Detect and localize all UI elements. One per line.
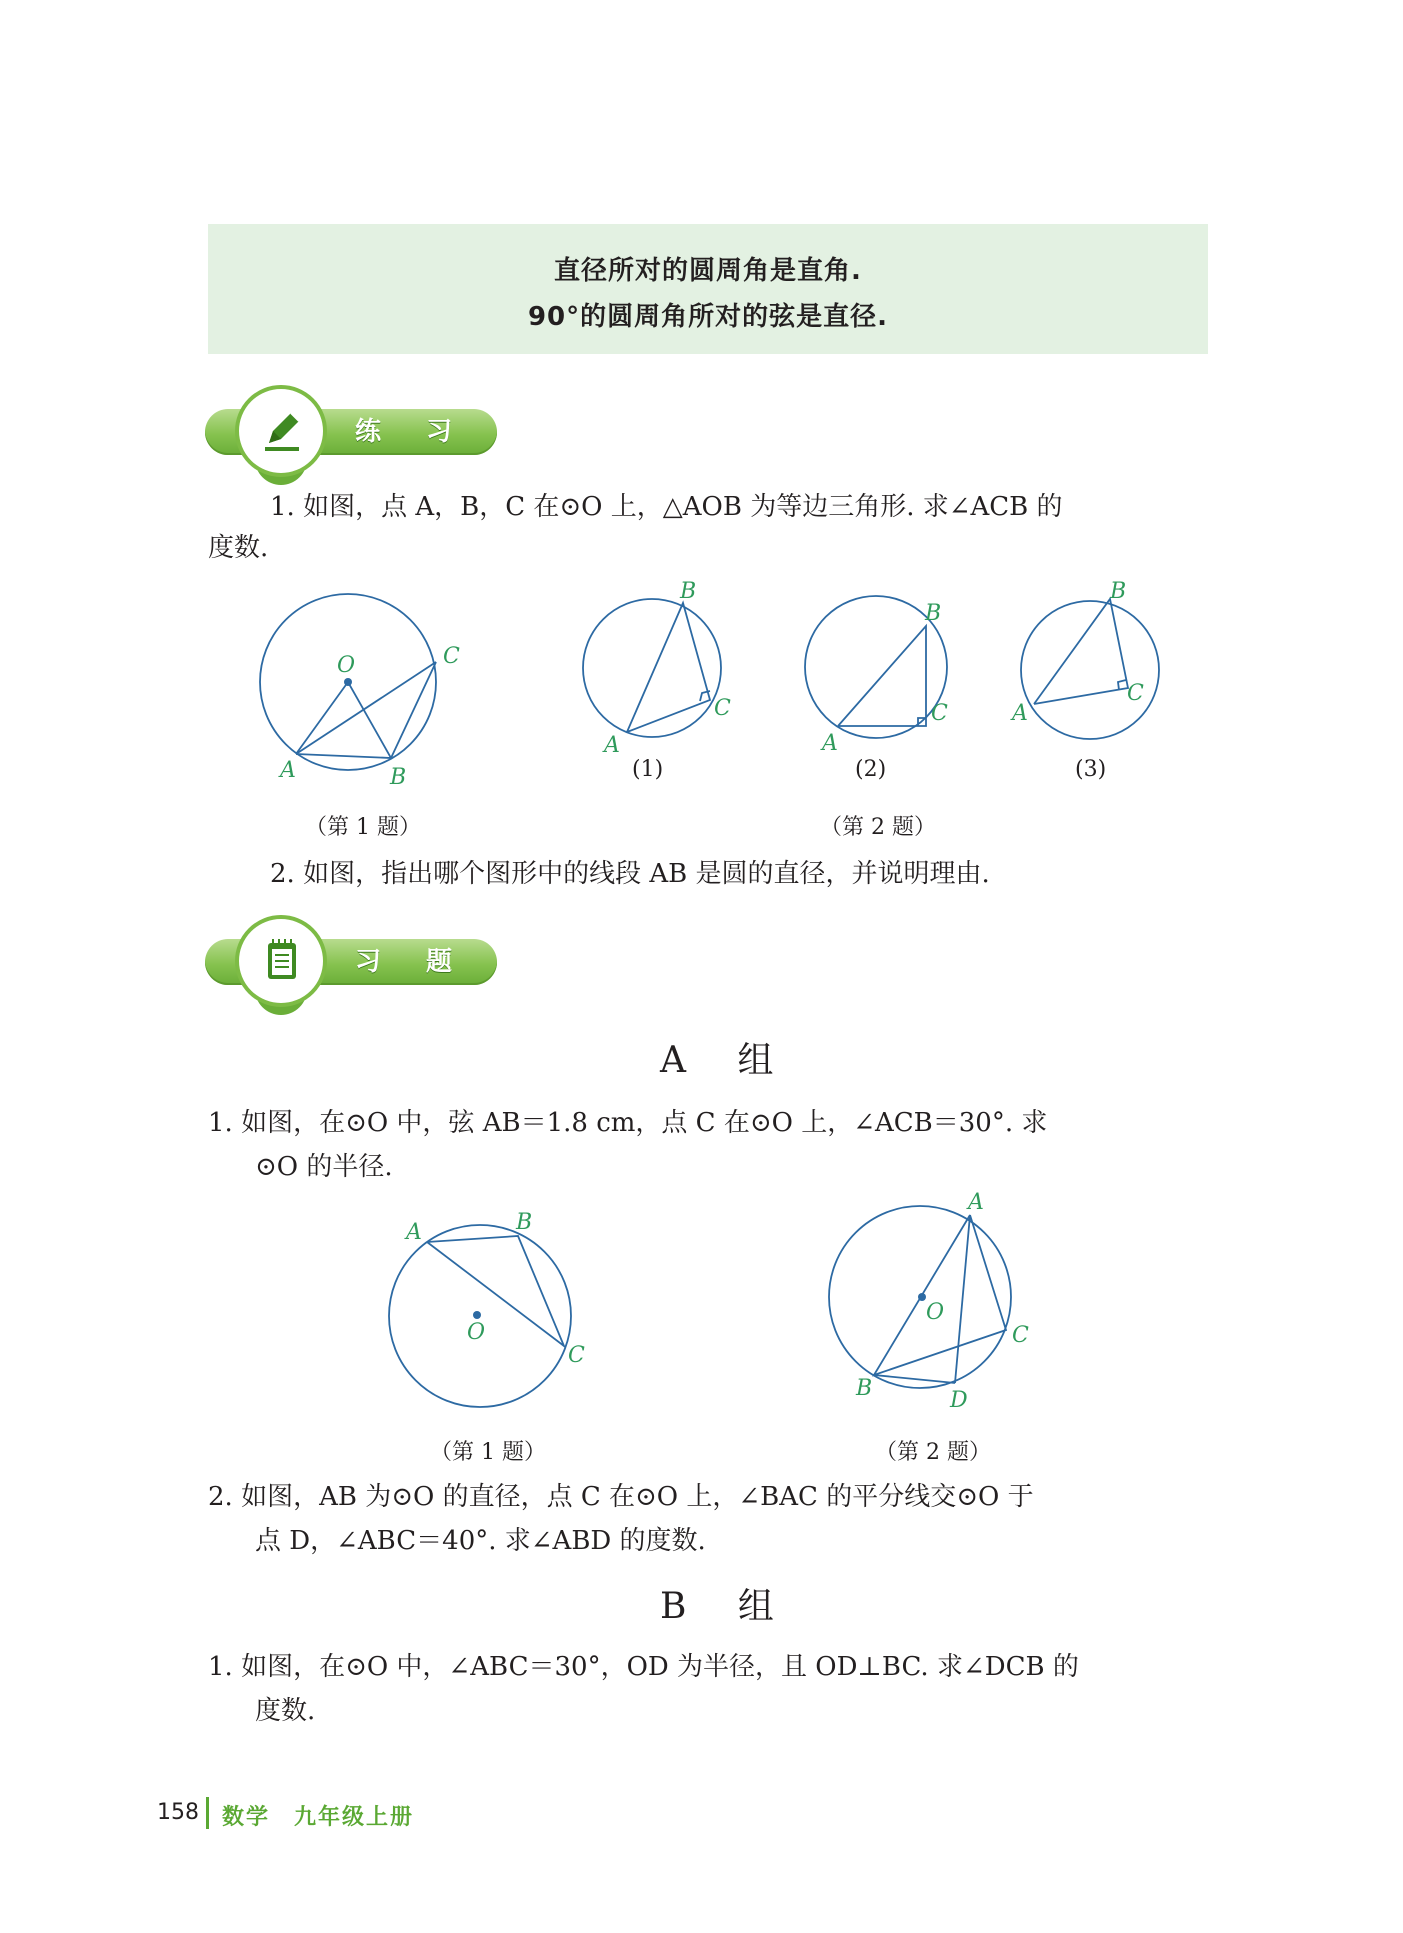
center-point xyxy=(344,678,352,686)
exercises-banner xyxy=(205,915,505,1025)
exercise-fig1-caption: （第 1 题） xyxy=(430,1440,546,1465)
label-o: O xyxy=(337,653,356,678)
center-point xyxy=(473,1311,481,1319)
label-b: B xyxy=(925,601,942,626)
triangle xyxy=(627,603,710,732)
summary-box xyxy=(208,224,1208,354)
label-c: C xyxy=(568,1343,585,1368)
b-q1-line1: 1. 如图，在⊙O 中，∠ABC＝30°，OD 为半径，且 OD⊥BC. 求∠DCB 的 xyxy=(208,1652,1079,1682)
label-c: C xyxy=(443,644,460,669)
practice-figure-2-3 xyxy=(1010,579,1159,739)
b-q1-line2: 度数. xyxy=(255,1696,316,1726)
exercise-figures xyxy=(0,1185,1403,1425)
label-o: O xyxy=(926,1300,945,1325)
label-d: D xyxy=(950,1388,968,1413)
a-q2-line2: 点 D，∠ABC＝40°. 求∠ABD 的度数. xyxy=(255,1526,706,1556)
sub-caption-2: (2) xyxy=(855,757,887,782)
label-c: C xyxy=(1012,1323,1029,1348)
practice-fig1-caption: （第 1 题） xyxy=(305,815,421,840)
sub-caption-3: (3) xyxy=(1075,757,1107,782)
exercises-banner-label: 习 题 xyxy=(355,947,471,977)
a-q2-line1: 2. 如图，AB 为⊙O 的直径，点 C 在⊙O 上，∠BAC 的平分线交⊙O 于 xyxy=(208,1482,1034,1512)
summary-line-1: 直径所对的圆周角是直角. xyxy=(554,256,862,286)
practice-banner xyxy=(205,385,505,495)
page-number: 158 xyxy=(157,1800,199,1825)
triangle-abc xyxy=(427,1236,564,1346)
practice-q2-line1: 2. 如图，指出哪个图形中的线段 AB 是圆的直径，并说明理由. xyxy=(270,859,990,889)
label-a: A xyxy=(280,758,296,783)
exercise-figure-2 xyxy=(829,1190,1029,1413)
a-q1-line2: ⊙O 的半径. xyxy=(255,1152,393,1182)
chord-ad xyxy=(955,1215,970,1383)
pencil-icon xyxy=(257,405,307,455)
exercise-figure-1 xyxy=(389,1210,585,1407)
group-a-title: A 组 xyxy=(660,1040,794,1081)
label-a: A xyxy=(822,731,838,756)
a-q1-line1: 1. 如图，在⊙O 中，弦 AB＝1.8 cm，点 C 在⊙O 上，∠ACB＝30°. 求 xyxy=(208,1108,1048,1138)
triangle xyxy=(838,626,926,726)
label-a: A xyxy=(968,1190,984,1215)
label-c: C xyxy=(1127,681,1144,706)
practice-banner-label: 练 习 xyxy=(355,417,471,447)
label-a: A xyxy=(406,1220,422,1245)
practice-q1-line2: 度数. xyxy=(208,533,269,563)
practice-fig2-caption: （第 2 题） xyxy=(820,815,936,840)
label-c: C xyxy=(714,696,731,721)
label-b: B xyxy=(1110,579,1127,604)
exercise-fig2-caption: （第 2 题） xyxy=(875,1440,991,1465)
practice-figure-2-1 xyxy=(583,579,731,758)
label-a: A xyxy=(1012,701,1028,726)
circle xyxy=(1021,601,1159,739)
center-point xyxy=(918,1293,926,1301)
notebook-icon xyxy=(257,935,307,985)
book-title: 数学 九年级上册 xyxy=(222,1805,415,1830)
group-b-title: B 组 xyxy=(660,1586,794,1627)
label-o: O xyxy=(467,1320,486,1345)
label-c: C xyxy=(931,701,948,726)
label-a: A xyxy=(604,733,620,758)
summary-line-2: 90°的圆周角所对的弦是直径. xyxy=(527,302,889,332)
footer-divider xyxy=(206,1797,209,1829)
triangle-aob xyxy=(296,682,391,758)
label-b: B xyxy=(516,1210,533,1235)
triangle-abc xyxy=(874,1215,1006,1375)
sub-caption-1: (1) xyxy=(632,757,664,782)
label-b: B xyxy=(856,1376,873,1401)
label-b: B xyxy=(680,579,697,604)
practice-figures xyxy=(0,560,1403,800)
practice-figure-2-2 xyxy=(805,596,948,756)
label-b: B xyxy=(390,765,407,790)
practice-figure-1 xyxy=(260,594,460,790)
practice-q1-line1: 1. 如图，点 A，B，C 在⊙O 上，△AOB 为等边三角形. 求∠ACB 的 xyxy=(270,492,1063,522)
